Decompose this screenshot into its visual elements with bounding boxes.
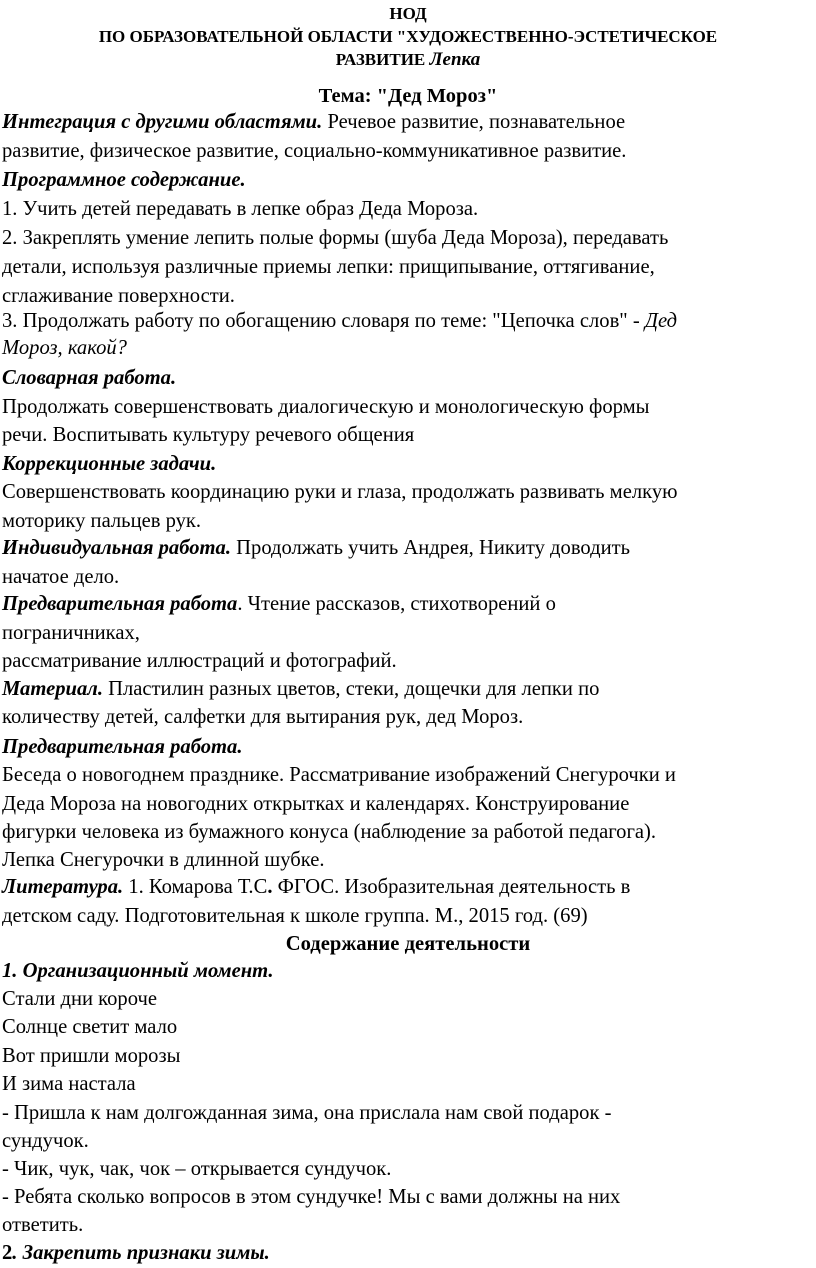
- preliminary2-line-1: Беседа о новогоднем празднике. Рассматривание изображений Снегурочки и: [2, 764, 676, 786]
- poem-line-1: Стали дни короче: [2, 988, 157, 1010]
- literature-author: 1. Комарова Т.С: [123, 876, 268, 898]
- dialogue-3-line-2: ответить.: [2, 1214, 84, 1236]
- header-area: ПО ОБРАЗОВАТЕЛЬНОЙ ОБЛАСТИ "ХУДОЖЕСТВЕННО-ЭСТЕТИЧЕСКОЕ: [98, 27, 718, 46]
- literature-line-1: [2, 874, 630, 900]
- poem-line-3: Вот пришли морозы: [2, 1045, 181, 1067]
- page-title: Тема: "Дед Мороз": [318, 85, 498, 107]
- preliminary1-label: Предварительная работа: [2, 593, 238, 615]
- individual-label: Индивидуальная работа.: [2, 537, 231, 559]
- header-subject: Лепка: [429, 49, 481, 70]
- preliminary2-line-3: фигурки человека из бумажного конуса (наблюдение за работой педагога).: [2, 821, 657, 843]
- individual-text-1: Продолжать учить Андрея, Никиту доводить: [231, 537, 631, 559]
- header-nod: НОД: [389, 4, 427, 23]
- program-item-2-line-2: детали, используя различные приемы лепки: прищипывание, оттягивание,: [2, 256, 655, 278]
- material-line-1: [2, 676, 599, 702]
- section-2-heading: [2, 1240, 270, 1266]
- dialogue-1-line-1: - Пришла к нам долгожданная зима, она прислала нам свой подарок -: [2, 1102, 612, 1124]
- dialogue-3-line-1: - Ребята сколько вопросов в этом сундучке! Мы с вами должны на них: [2, 1186, 621, 1208]
- material-label: Материал.: [2, 678, 103, 700]
- section-2-number: 2: [2, 1242, 13, 1264]
- dialogue-1-line-2: сундучок.: [2, 1130, 89, 1152]
- material-line-2: количеству детей, салфетки для вытирания рук, дед Мороз.: [2, 706, 524, 728]
- preliminary2-line-2: Деда Мороза на новогодних открытках и календарях. Конструирование: [2, 793, 630, 815]
- preliminary1-line-2: пограничниках,: [2, 622, 140, 644]
- integration-line-1: [2, 109, 625, 135]
- section-2-text: . Закрепить признаки зимы.: [12, 1242, 270, 1264]
- correction-line-2: моторику пальцев рук.: [2, 510, 202, 532]
- vocab-label: Словарная работа.: [2, 367, 177, 389]
- program-item-3-line-2: Мороз, какой?: [2, 337, 127, 359]
- section-1-heading: 1. Организационный момент.: [2, 960, 274, 982]
- program-item-3-italic: Дед: [644, 310, 678, 332]
- program-item-3-text: 3. Продолжать работу по обогащению словаря по теме: "Цепочка слов" -: [2, 310, 645, 332]
- individual-line-1: [2, 535, 630, 561]
- poem-line-2: Солнце светит мало: [2, 1016, 178, 1038]
- program-item-1: 1. Учить детей передавать в лепке образ Деда Мороза.: [2, 198, 479, 220]
- content-heading: Содержание деятельности: [285, 933, 531, 955]
- individual-line-2: начатое дело.: [2, 566, 120, 588]
- correction-line-1: Совершенствовать координацию руки и глаза, продолжать развивать мелкую: [2, 481, 678, 503]
- integration-label: Интеграция с другими областями.: [2, 111, 323, 133]
- material-text-1: Пластилин разных цветов, стеки, дощечки для лепки по: [102, 678, 600, 700]
- header-development: [0, 50, 816, 70]
- correction-label: Коррекционные задачи.: [2, 453, 217, 475]
- integration-text-1: Речевое развитие, познавательное: [322, 111, 626, 133]
- vocab-line-2: речи. Воспитывать культуру речевого общения: [2, 424, 415, 446]
- integration-line-2: развитие, физическое развитие, социально-коммуникативное развитие.: [2, 140, 627, 162]
- preliminary2-label: Предварительная работа.: [2, 736, 243, 758]
- vocab-line-1: Продолжать совершенствовать диалогическую и монологическую формы: [2, 396, 650, 418]
- literature-line-2: детском саду. Подготовительная к школе группа. М., 2015 год. (69): [2, 905, 588, 927]
- preliminary1-line-3: рассматривание иллюстраций и фотографий.: [2, 650, 397, 672]
- program-item-2-line-3: сглаживание поверхности.: [2, 285, 235, 307]
- literature-label: Литература.: [2, 876, 124, 898]
- header-development-text: РАЗВИТИЕ: [335, 50, 426, 69]
- preliminary1-text-1: . Чтение рассказов, стихотворений о: [237, 593, 556, 615]
- dialogue-2: - Чик, чук, чак, чок – открывается сундучок.: [2, 1158, 392, 1180]
- literature-title: ФГОС. Изобразительная деятельность в: [277, 876, 631, 898]
- poem-line-4: И зима настала: [2, 1073, 136, 1095]
- literature-period: .: [267, 876, 278, 898]
- program-item-2-line-1: 2. Закреплять умение лепить полые формы (шуба Деда Мороза), передавать: [2, 227, 669, 249]
- preliminary1-line-1: [2, 591, 556, 617]
- program-item-3-line-1: [2, 308, 677, 334]
- program-label: Программное содержание.: [2, 169, 246, 191]
- preliminary2-line-4: Лепка Снегурочки в длинной шубке.: [2, 849, 325, 871]
